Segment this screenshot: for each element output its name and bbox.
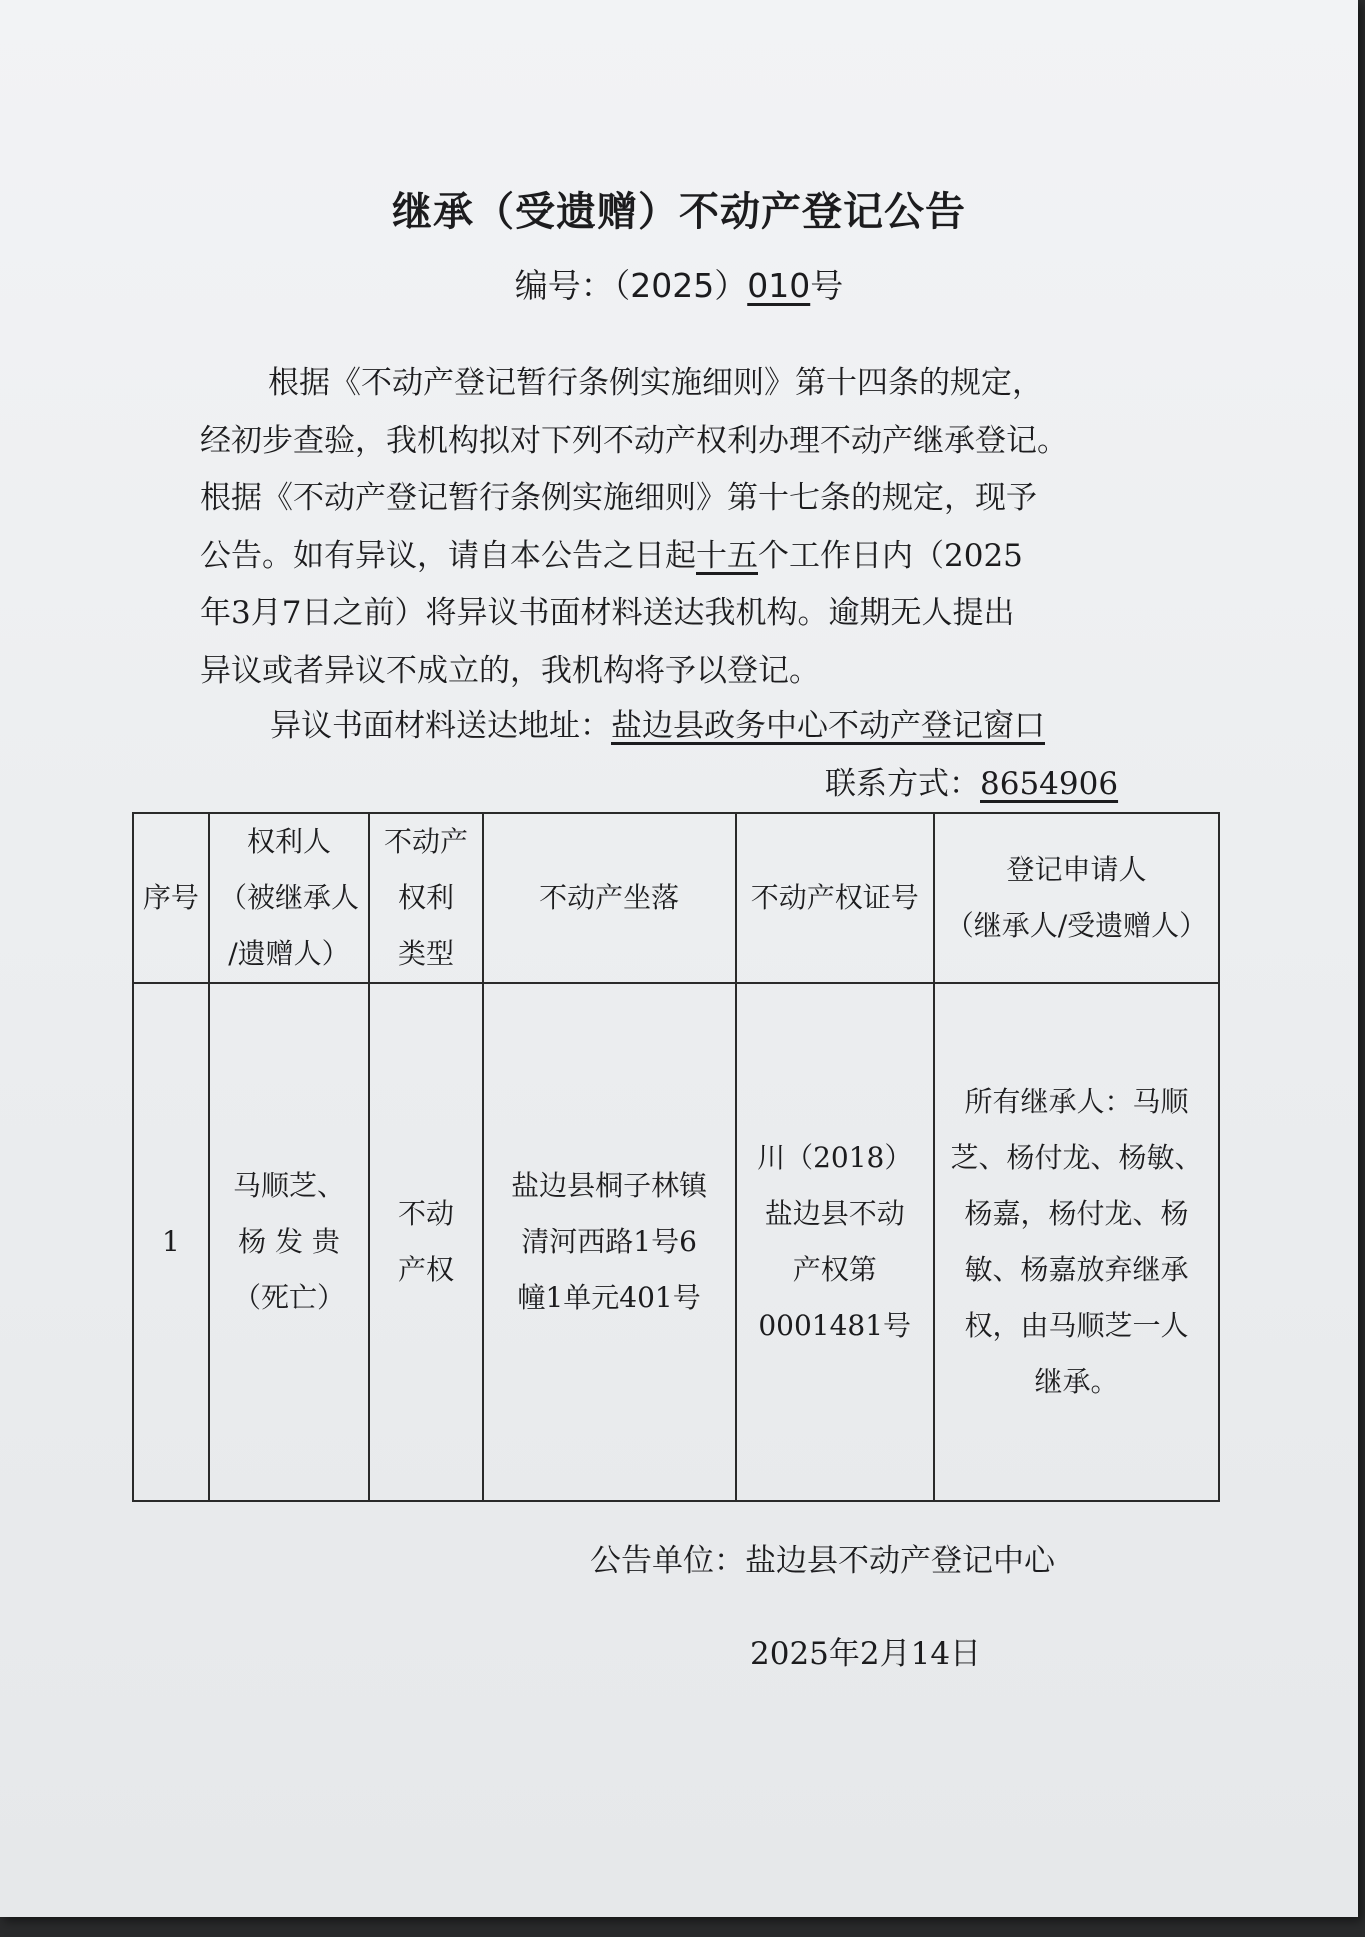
notice-number-prefix: 编号：（2025） (514, 266, 748, 305)
cell-line: 马顺芝、 (232, 1169, 345, 1202)
objection-address (270, 700, 1045, 745)
cell-line: 敏、杨嘉放弃继承 (964, 1253, 1189, 1286)
address-label: 异议书面材料送达地址： (270, 708, 611, 744)
header-location: 不动产坐落 (483, 813, 736, 983)
body-line: 根据《不动产登记暂行条例实施细则》第十四条的规定， (268, 365, 1043, 401)
body-line: 异议或者异议不成立的，我机构将予以登记。 (200, 652, 820, 689)
header-type-line: 权利 (397, 881, 454, 914)
cell-line: 杨 发 贵 (238, 1225, 340, 1258)
cell-holder (209, 983, 369, 1501)
cell-right-type (369, 983, 483, 1501)
notice-body (200, 355, 1160, 700)
cell-line: 清河西路1号6 (521, 1225, 697, 1258)
header-holder-line: /遗赠人） (228, 937, 350, 970)
cell-line: 继承。 (1034, 1365, 1119, 1398)
header-holder (209, 813, 369, 983)
cell-line: 盐边县桐子林镇 (511, 1169, 708, 1202)
body-line: 根据《不动产登记暂行条例实施细则》第十七条的规定，现予 (200, 480, 1037, 516)
header-holder-line: （被继承人 (218, 881, 359, 914)
header-seq: 序号 (133, 813, 209, 983)
body-line: 经初步查验，我机构拟对下列不动产权利办理不动产继承登记。 (200, 422, 1068, 459)
header-applicant-line: （继承人/受遗赠人） (945, 909, 1208, 942)
header-applicant (934, 813, 1219, 983)
body-text: 公告。如有异议，请自本公告之日起 (200, 537, 696, 574)
notice-number (0, 260, 1358, 307)
table-row (133, 983, 1219, 1501)
issuing-unit: 公告单位：盐边县不动产登记中心 (590, 1543, 1055, 1579)
table-header-row (133, 813, 1219, 983)
cell-line: 幢1单元401号 (517, 1281, 701, 1314)
header-type-line: 不动产 (383, 825, 468, 858)
cell-seq: 1 (133, 983, 209, 1501)
notice-number-suffix: 号 (810, 266, 844, 305)
header-right-type (369, 813, 483, 983)
cell-line: 权，由马顺芝一人 (964, 1309, 1189, 1342)
cell-line: 产权第 (792, 1253, 877, 1286)
notice-title: 继承（受遗赠）不动产登记公告 (392, 189, 966, 235)
body-line (200, 528, 1160, 586)
header-holder-line: 权利人 (246, 825, 331, 858)
cell-line: 0001481号 (758, 1309, 912, 1342)
contact-info (825, 758, 1118, 803)
header-type-line: 类型 (397, 937, 454, 970)
contact-label: 联系方式： (825, 766, 980, 802)
cell-line: 川（2018） (757, 1141, 913, 1174)
body-line: 年3月7日之前）将异议书面材料送达我机构。逾期无人提出 (200, 595, 1015, 631)
cell-line: 不动 (397, 1197, 454, 1230)
header-applicant-line: 登记申请人 (1006, 853, 1147, 886)
cell-line: 产权 (397, 1253, 454, 1286)
issue-date: 2025年2月14日 (750, 1636, 982, 1672)
body-text: 个工作日内（2025 (758, 537, 1023, 574)
cell-applicant (934, 983, 1219, 1501)
contact-phone: 8654906 (980, 766, 1119, 802)
cell-line: 所有继承人：马顺 (964, 1085, 1189, 1118)
cell-line: 杨嘉，杨付龙、杨 (964, 1197, 1189, 1230)
cell-line: 盐边县不动 (764, 1197, 905, 1230)
objection-days: 十五 (696, 537, 758, 574)
cell-location (483, 983, 736, 1501)
cell-line: （死亡） (232, 1281, 345, 1314)
cell-cert-number (736, 983, 934, 1501)
notice-number-code: 010 (747, 266, 811, 305)
cell-line: 芝、杨付龙、杨敏、 (950, 1141, 1203, 1174)
header-cert-number: 不动产权证号 (736, 813, 934, 983)
address-value: 盐边县政务中心不动产登记窗口 (611, 708, 1045, 744)
registration-table (132, 812, 1220, 1502)
